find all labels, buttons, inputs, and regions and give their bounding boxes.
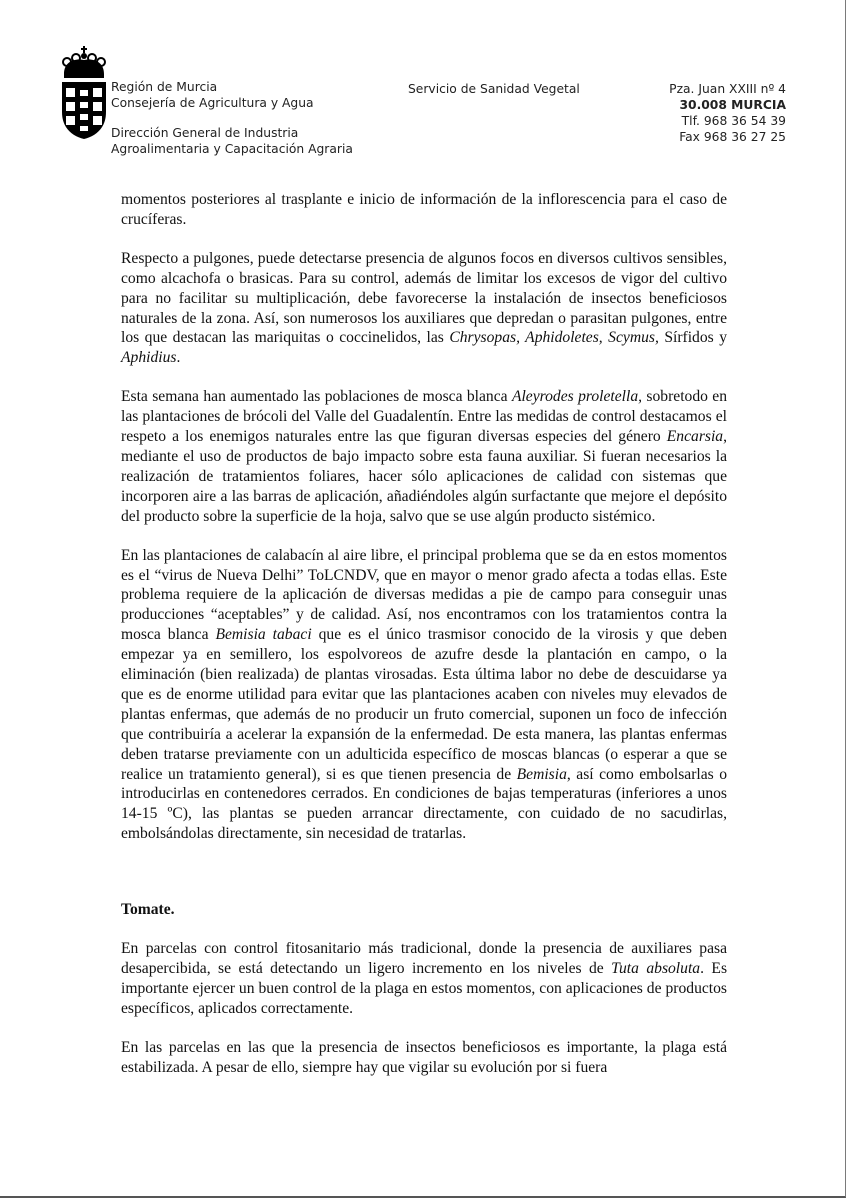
org-name: Región de Murcia (111, 80, 218, 94)
section-heading-tomate: Tomate. (121, 901, 175, 919)
paragraph-zucchini: En las plantaciones de calabacín al aire libre, el principal problema que se da en estos momentos es el “virus de Nueva Delhi” ToLCNDV, que en mayor o menor grado afecta a todas ellas. Este problema requiere de la aplicación de diversas medidas a pie de campo para conseguir unas producciones “aceptables” y de calidad. Así, nos encontramos con los tratamientos contra la mosca blanca Bemisia tabaci que es el único trasmisor conocido de la virosis y que deben empezar ya en semillero, los espolvoreos de azufre desde la plantación en campo, o la eliminación (bien realizada) de plantas virosadas. Esta última labor no debe de descuidarse ya que es de enorme utilidad para evitar que las plantaciones acaben con niveles muy elevados de plantas enfermas, que además de no producir un fruto comercial, suponen un foco de infección que contribuiría a acelerar la expansión de la enfermedad. De esta manera, las plantas enfermas deben tratarse previamente con un adulticida específico de moscas blancas (o esperar a que se realice un tratamiento general), si es que tienen presencia de Bemisia, así como embolsarlas o introducirlas en contenedores cerrados. En condiciones de bajas temperaturas (inferiores a unos 14-15 ºC), las plantas se pueden arrancar directamente, con cuidado de no sacudirlas, embolsándolas directamente, sin necesidad de tratarlas. (121, 546, 727, 843)
org-directorate-cont: Agroalimentaria y Capacitación Agraria (111, 142, 353, 156)
address-street: Pza. Juan XXIII nº 4 (669, 82, 786, 96)
paragraph-beneficial: En las parcelas en las que la presencia de insectos beneficiosos es importante, la plaga está estabilizada. A pesar de ello, siempre hay que vigilar su evolución por si fuera (121, 1038, 727, 1076)
paragraph-aphids: Respecto a pulgones, puede detectarse presencia de algunos focos en diversos cultivos sensibles, como alcachofa o brasicas. Para su control, además de limitar los excesos de vigor del cultivo para no facilitar su multiplicación, debe favorecerse la instalación de insectos beneficiosos naturales de la zona. Así, son numerosos los auxiliares que depredan o parasitan pulgones, entre los que destacan las mariquitas o coccinelidos, las Chrysopas, Aphidoletes, Scymus, Sírfidos y Aphidius. (121, 249, 727, 367)
coat-of-arms-icon (58, 44, 110, 140)
org-directorate: Dirección General de Industria (111, 126, 299, 140)
paragraph: momentos posteriores al trasplante e inicio de información de la inflorescencia para el caso de crucíferas. (121, 191, 727, 228)
service-name: Servicio de Sanidad Vegetal (408, 82, 580, 96)
address-fax: Fax 968 36 27 25 (679, 130, 786, 144)
org-department: Consejería de Agricultura y Agua (111, 96, 314, 110)
organization-block (111, 79, 353, 157)
paragraph-whitefly: Esta semana han aumentado las poblaciones de mosca blanca Aleyrodes proletella, sobretodo en las plantaciones de brócoli del Valle del Guadalentín. Entre las medidas de control destacamos el respeto a los enemigos naturales entre las que figuran diversas especies del género Encarsia, mediante el uso de productos de bajo impacto sobre esta fauna auxiliar. Si fueran necesarios la realización de tratamientos foliares, hacer sólo aplicaciones de calidad con sistemas que incorporen aire a las barras de aplicación, añadiéndoles algún surfactante que mejore el depósito del producto sobre la superficie de la hoja, salvo que se use algún producto sistémico. (121, 388, 728, 525)
address-phone: Tlf. 968 36 54 39 (681, 114, 786, 128)
address-block (669, 81, 786, 145)
address-city: 30.008 MURCIA (679, 98, 786, 112)
paragraph-tuta: En parcelas con control fitosanitario más tradicional, donde la presencia de auxiliares pasa desapercibida, se está detectando un ligero incremento en los niveles de Tuta absoluta. Es importante ejercer un buen control de la plaga en estos momentos, con aplicaciones de productos específicos, aplicados correctamente. (121, 940, 728, 1017)
document-body (121, 190, 727, 1097)
letterhead (0, 0, 848, 170)
